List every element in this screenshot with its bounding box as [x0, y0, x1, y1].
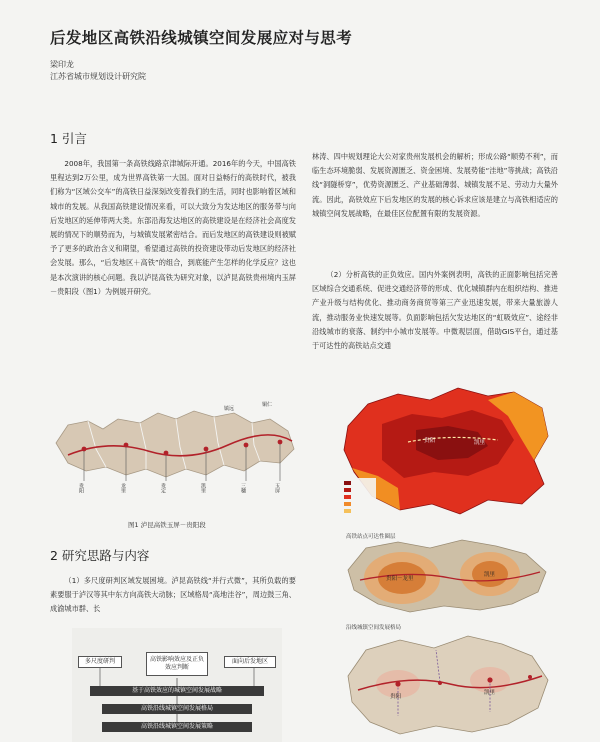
- section-heading-intro: 1 引言: [50, 131, 87, 146]
- intro-paragraph-3: （2）分析高铁的正负效应。国内外案例表明，高铁的正面影响包括完善区域综合交通系统、促进交通经济带的形成、优化城镇群内在组织结构、推进产业升级与结构优化、推动商务商贸等第三产业迅速发展，带来大量旅游人流，推动服务业快速发展等。负面影响包括欠发达地区的“虹吸效应”、途经非沿线城市的衰落、制约中小城市发展等。中微观层面，借助GIS平台，通过基于可达性的高铁站点交通: [312, 270, 558, 351]
- intro-paragraph-2: 林涛、四中规划理论大公对家贵州发展机会的解析；形成公路“顺势不利”，而临生态环境脆弱、发展资源匮乏、资金困境、发展势能“洼地”等挑战；高铁沿线“洞隧桥穿”，优势资源匮乏、产业基础薄弱、城镇发展不足、劳动力大量外流。因此，高铁效应下后发地区的发展的核心诉求应该是建立与高铁相适应的城镇空间发展战略，在最佳区位配置有限的发展资源。: [312, 152, 558, 218]
- heatmap-figure: [338, 380, 554, 520]
- accessibility-map: [340, 530, 554, 616]
- flow-box-pattern: 高铁沿线城镇空间发展格局: [102, 704, 252, 714]
- spatial-label-guiyang: 贵阳: [390, 694, 402, 700]
- heatmap-label-kaili: 凯里: [474, 440, 486, 446]
- map-label-zhenyuan: 镇远: [224, 406, 235, 412]
- map-label-yuping: 玉屏: [274, 483, 280, 493]
- figure2-flowchart: [72, 628, 282, 742]
- map-label-sansui: 三穗: [240, 483, 246, 493]
- map-label-guiyang: 贵阳: [78, 483, 84, 493]
- map-label-kaili: 凯里: [200, 483, 206, 493]
- paper-title: 后发地区高铁沿线城镇空间发展应对与思考: [50, 29, 353, 47]
- accessibility-map-title: 高铁站点可达性圈层: [346, 534, 396, 540]
- heatmap-label-guiyang: 贵阳: [424, 438, 436, 444]
- figure1-map: [48, 383, 300, 516]
- spatial-map-title: 沿线城镇空间发展格局: [346, 625, 402, 631]
- intro-paragraph-1: 2008年，我国第一条高铁线路京津城际开通。2016年的今天，中国高铁里程达到2万公里，成为世界高铁第一大国。面对日益畅行的高铁时代，被我们称为“区域公交车”的高铁日益深刻改变着我们的生活，同时也影响着区域和城市的发展。从我国高铁建设情况来看，可以大致分为发达地区的服务带与向后发地区的延伸带两大类。东部沿海发达地区的高铁建设是在经济社会高度发展的情况下的顺势而为，与城镇发展紧密结合。而后发地区的高铁建设则被赋予了更多的政治含义和期望，希望通过高铁的投资建设带动后发地区的经济社会发展。那么，“后发地区＋高铁”的组合，到底能产生怎样的化学反应？这也是本次演讲的核心问题。我以泸昆高铁为研究对象，以泸昆高铁贵州境内玉屏－贵阳段（图1）为例展开研究。: [50, 159, 296, 296]
- flow-box-multiscale: 多尺度研判: [78, 656, 122, 668]
- figure1-caption: 图1 泸昆高铁玉屏－贵阳段: [128, 521, 206, 529]
- accessibility-label-guiyang: 贵阳－龙里: [386, 576, 414, 582]
- author-name: 梁印龙: [50, 60, 74, 69]
- author-affiliation: 江苏省城市规划设计研究院: [50, 72, 146, 81]
- map-label-tongren: 铜仁: [262, 402, 273, 408]
- flow-box-policy: 高铁沿线城镇空间发展策略: [102, 722, 252, 732]
- map-label-longli: 龙里: [120, 483, 126, 493]
- flow-box-backward: 面向后发地区: [224, 656, 276, 668]
- research-paragraph-1: （1）多尺度研判区域发展困境。泸昆高铁线“并行式微”，其所负载的要素要服于泸汉等其中东方向高铁大动脉；区域格局“高地洼谷”，周边鼓三角、成渝城市群、长: [50, 576, 296, 614]
- section-heading-research: 2 研究思路与内容: [50, 548, 150, 563]
- map-label-guiding: 贵定: [160, 483, 166, 493]
- spatial-label-kaili: 凯里: [484, 690, 496, 696]
- flow-box-effects: 高铁影响效应及正负效应判断: [146, 652, 208, 676]
- accessibility-label-kaili: 凯里: [484, 572, 496, 578]
- spatial-pattern-map: [340, 620, 554, 742]
- flow-box-strategy: 基于高铁效应的城镇空间发展战略: [90, 686, 264, 696]
